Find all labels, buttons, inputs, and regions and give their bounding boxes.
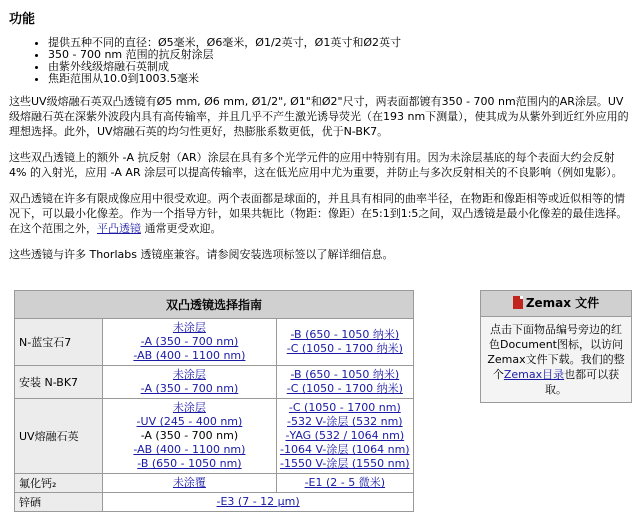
coating-link[interactable]: -B (650 - 1050 纳米) [290,328,400,341]
mounts-paragraph: 这些透镜与许多 Thorlabs 透镜座兼容。请参阅安装选项标签以了解详细信息。 [9,248,394,261]
coating-text: -A (350 - 700 nm) [140,429,239,442]
zemax-text: 点击下面物品编号旁边的红色Document图标，以访问Zemax文件下载。我们的整个 [487,323,625,381]
coating-link[interactable]: -A (350 - 700 nm) [140,335,239,348]
coating-cell [276,366,413,399]
zemax-title: Zemax 文件 [525,296,600,310]
coating-link[interactable]: -A (350 - 700 nm) [140,382,239,395]
material-cell: N-蓝宝石7 [15,319,103,366]
table-row [15,493,414,512]
selection-guide-table [14,290,414,512]
coating-link[interactable]: 未涂层 [172,321,206,334]
material-cell: 锌硒 [15,493,103,512]
coating-link[interactable]: -1550 V-涂层 (1550 nm) [280,457,410,470]
table-row [15,399,414,474]
coating-link[interactable]: -532 V-涂层 (532 nm) [287,415,403,428]
material-cell: 氟化钙₂ [15,474,103,493]
plano-convex-link[interactable]: 平凸透镜 [97,222,141,235]
intro-paragraph: 这些UV级熔融石英双凸透镜有Ø5 mm, Ø6 mm, Ø1/2", Ø1"和Ø2"尺寸，两表面都镀有350 - 700 nm范围内的AR涂层。UV级熔融石英在深紫外波段内具有高传输率，并且几乎不产生激光诱导荧光（在193 nm下测量），使其成为从紫外到近红外应用的理想选择。此外，UV熔融石英的均匀性更好，热膨胀系数更低，优于N-BK7。 [9,95,629,138]
coating-paragraph: 这些双凸透镜上的额外 -A 抗反射（AR）涂层在具有多个光学元件的应用中特别有用。因为未涂层基底的每个表面大约会反射 4% 的入射光，应用 -A AR 涂层可以提高传输率，这在低光应用中尤为重要，并防止与多次反射相关的不良影响（例如鬼影）。 [9,151,623,179]
coating-cell [103,399,276,474]
coating-cell [276,399,413,474]
usage-text-end: 通常更受欢迎。 [141,222,222,235]
table-row [15,319,414,366]
usage-text: 双凸透镜在许多有限成像应用中很受欢迎。两个表面都是球面的，并且具有相同的曲率半径，在物距和像距相等或近似相等的情况下，可以最小化像差。作为一个指导方针，如果共轭比（物距：像距）在5:1到1:5之间，双凸透镜是最小化像差的最佳选择。在这个范围之外， [9,192,628,235]
zemax-text-end: 也都可以获取。 [545,368,620,396]
feature-list [9,37,633,85]
zemax-catalog-link[interactable]: Zemax目录 [503,368,565,381]
coating-cell [103,493,414,512]
section-heading: 功能 [9,12,36,27]
feature-item: • 焦距范围从10.0到1003.5毫米 [48,73,633,85]
zemax-body [481,317,631,402]
document-icon [513,296,523,309]
coating-link[interactable]: -B (650 - 1050 纳米) [290,368,400,381]
coating-cell [103,319,276,366]
coating-link[interactable]: -E3 (7 - 12 μm) [216,495,300,508]
coating-link[interactable]: -YAG (532 / 1064 nm) [285,429,405,442]
coating-link[interactable]: -C (1050 - 1700 nm) [288,401,401,414]
material-cell: 安装 N-BK7 [15,366,103,399]
table-row [15,474,414,493]
feature-item: • 提供五种不同的直径：Ø5毫米，Ø6毫米，Ø1/2英寸，Ø1英寸和Ø2英寸 [48,37,633,49]
feature-item: • 350 - 700 nm 范围的抗反射涂层 [48,49,633,61]
material-cell: UV熔融石英 [15,399,103,474]
zemax-header [481,291,631,317]
bottom-section [14,290,634,530]
feature-item: • 由紫外线级熔融石英制成 [48,61,633,73]
coating-link[interactable]: -UV (245 - 400 nm) [136,415,243,428]
coating-link[interactable]: -1064 V-涂层 (1064 nm) [280,443,410,456]
content [9,8,633,273]
guide-title: 双凸透镜选择指南 [15,291,414,319]
coating-link[interactable]: -AB (400 - 1100 nm) [133,349,246,362]
coating-link[interactable]: 未涂层 [172,401,206,414]
coating-cell [276,474,413,493]
coating-link[interactable]: -C (1050 - 1700 纳米) [286,382,403,395]
coating-cell [276,319,413,366]
coating-cell [103,366,276,399]
table-row [15,366,414,399]
zemax-box [480,290,632,403]
coating-cell [103,474,276,493]
usage-paragraph [9,191,633,236]
coating-link[interactable]: -C (1050 - 1700 纳米) [286,342,403,355]
coating-link[interactable]: -B (650 - 1050 nm) [137,457,242,470]
coating-link[interactable]: 未涂覆 [172,476,206,489]
coating-link[interactable]: -AB (400 - 1100 nm) [133,443,246,456]
coating-link[interactable]: -E1 (2 - 5 微米) [304,476,386,489]
coating-link[interactable]: 未涂层 [172,368,206,381]
